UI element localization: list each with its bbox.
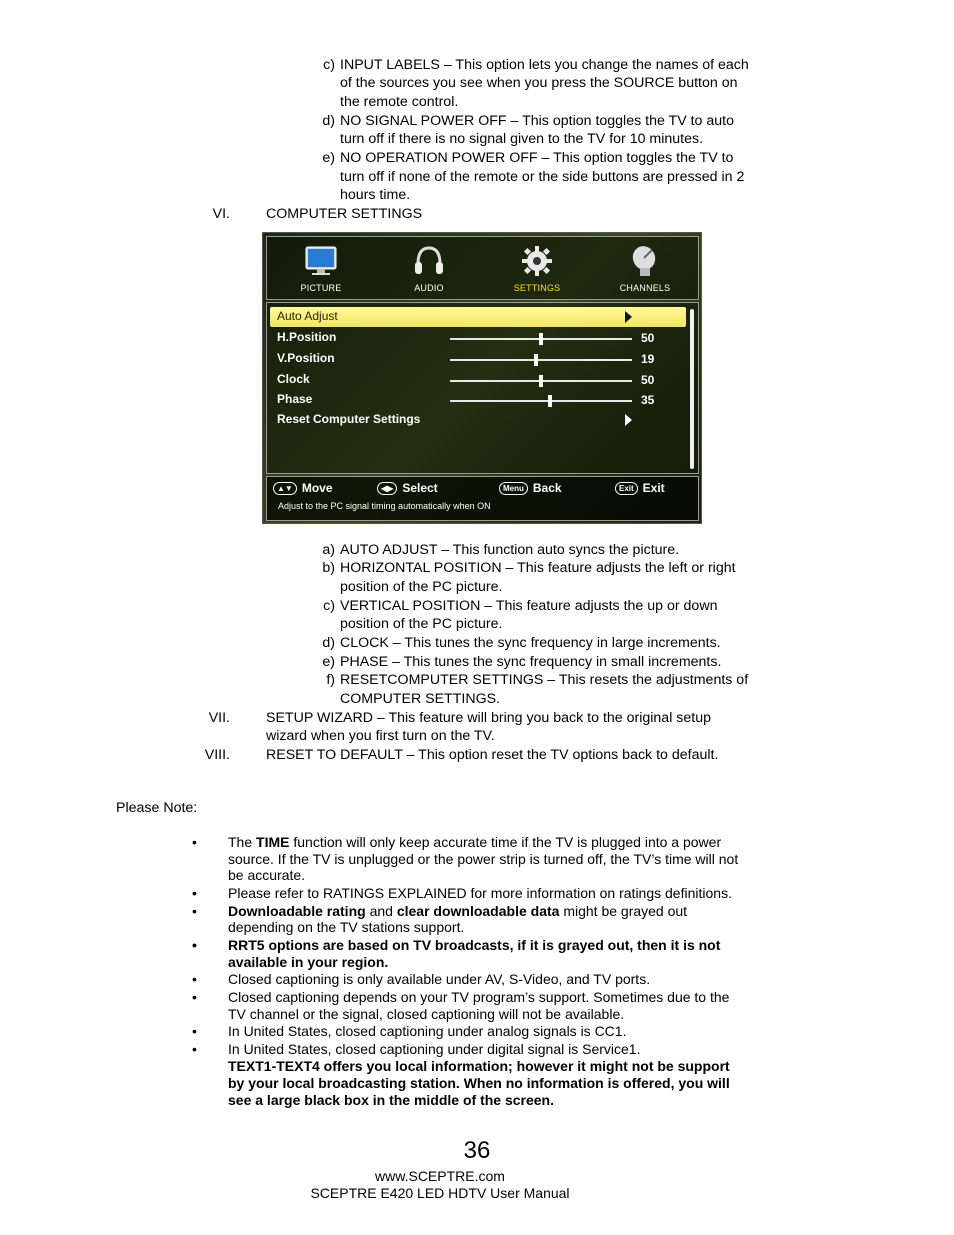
tab-picture[interactable]: [267, 237, 375, 299]
slider-track[interactable]: [450, 380, 632, 382]
item-text: AUTO ADJUST – This function auto syncs the picture.: [340, 542, 680, 558]
slider-knob[interactable]: [548, 395, 552, 407]
note-text: be accurate.: [228, 867, 306, 883]
note-text: In United States, closed captioning under analog signals is CC1.: [228, 1023, 627, 1039]
item-label: e): [322, 654, 335, 670]
menu-row-auto-adjust[interactable]: [270, 307, 686, 327]
bullet: •: [192, 1023, 197, 1039]
tv-menu-screenshot: [262, 232, 702, 524]
tab-settings[interactable]: [483, 237, 591, 299]
bullet: •: [192, 937, 197, 953]
slider-knob[interactable]: [534, 354, 538, 366]
satellite-dish-icon: [628, 244, 662, 278]
item-label: f): [326, 672, 335, 688]
item-text: NO OPERATION POWER OFF – This option toggles the TV to: [340, 150, 734, 166]
item-text: COMPUTER SETTINGS.: [340, 691, 501, 707]
menu-row-value: 35: [641, 393, 655, 407]
help-back: [499, 481, 562, 495]
note-heading: Please Note:: [116, 800, 198, 816]
tab-label: CHANNELS: [619, 283, 671, 293]
bullet: •: [192, 989, 197, 1005]
bullet: •: [192, 971, 197, 987]
menu-row-h-position[interactable]: [270, 328, 686, 348]
help-select: [377, 481, 438, 495]
item-label: b): [322, 560, 335, 576]
menu-row-v-position[interactable]: [270, 349, 686, 369]
note-text: Closed captioning depends on your TV program’s support. Sometimes due to the: [228, 989, 730, 1005]
menu-row-label: V.Position: [277, 351, 335, 365]
help-exit-label: Exit: [642, 481, 665, 495]
item-label: a): [322, 542, 335, 558]
item-text: CLOCK – This tunes the sync frequency in large increments.: [340, 635, 721, 651]
item-text: position of the PC picture.: [340, 616, 503, 632]
tab-audio[interactable]: [375, 237, 483, 299]
bullet: •: [192, 903, 197, 919]
item-text: VERTICAL POSITION – This feature adjusts the up or down: [340, 598, 718, 614]
item-text: turn off if none of the remote or the side buttons are pressed in 2: [340, 169, 745, 185]
menu-row-label: H.Position: [277, 330, 337, 344]
slider-track[interactable]: [450, 359, 632, 361]
slider-knob[interactable]: [539, 333, 543, 345]
slider-track[interactable]: [450, 400, 632, 402]
menu-row-value: 19: [641, 352, 655, 366]
tv-help-bar: [266, 476, 699, 521]
bullet: •: [192, 885, 197, 901]
tv-tab-bar: [266, 236, 699, 300]
item-text: position of the PC picture.: [340, 579, 503, 595]
menu-row-value: 50: [641, 331, 655, 345]
exit-key-icon: Exit: [615, 482, 638, 495]
left-right-arrows-icon: ◀▶: [377, 482, 397, 495]
tab-label: PICTURE: [300, 283, 342, 293]
menu-row-phase[interactable]: [270, 390, 686, 410]
item-text: the remote control.: [340, 94, 459, 110]
bullet: •: [192, 834, 197, 850]
section-number: VII.: [208, 710, 230, 726]
arrow-right-icon: [625, 414, 632, 426]
item-text: INPUT LABELS – This option lets you change the names of each: [340, 57, 749, 73]
gear-icon: [520, 244, 554, 278]
section-text: SETUP WIZARD – This feature will bring you back to the original setup: [266, 710, 712, 726]
menu-row-label: Auto Adjust: [277, 309, 338, 323]
section-number: VIII.: [204, 747, 230, 763]
tab-label: AUDIO: [414, 283, 444, 293]
item-text: of the sources you see when you press the SOURCE button on: [340, 75, 738, 91]
bullet: •: [192, 1041, 197, 1057]
item-label: d): [322, 113, 335, 129]
help-select-label: Select: [402, 481, 438, 495]
item-text: HORIZONTAL POSITION – This feature adjusts the left or right: [340, 560, 736, 576]
item-label: e): [322, 150, 335, 166]
note-text: In United States, closed captioning under digital signal is Service1.: [228, 1041, 641, 1057]
tv-settings-menu: [266, 302, 699, 474]
note-text: source. If the TV is unplugged or the power strip is turned off, the TV’s time will not: [228, 851, 739, 867]
item-label: d): [322, 635, 335, 651]
monitor-icon: [304, 244, 338, 278]
menu-scrollbar[interactable]: [690, 309, 694, 469]
help-exit: [615, 481, 665, 495]
item-label: c): [323, 598, 335, 614]
tab-channels[interactable]: [591, 237, 699, 299]
note-text: available in your region.: [228, 954, 389, 970]
menu-key-icon: Menu: [499, 482, 528, 495]
item-label: c): [323, 57, 335, 73]
menu-row-value: 50: [641, 373, 655, 387]
slider-knob[interactable]: [539, 375, 543, 387]
item-text: turn off if there is no signal given to the TV for 10 minutes.: [340, 131, 704, 147]
item-text: NO SIGNAL POWER OFF – This option toggles the TV to auto: [340, 113, 735, 129]
section-number: VI.: [212, 206, 230, 222]
arrow-right-icon: [625, 311, 632, 323]
help-move-label: Move: [301, 481, 333, 495]
note-text: by your local broadcasting station. When no information is offered, you will: [228, 1075, 730, 1091]
section-text: RESET TO DEFAULT – This option reset the TV options back to default.: [266, 747, 719, 763]
menu-row-label: Clock: [277, 372, 310, 386]
tab-label: SETTINGS: [513, 283, 561, 293]
page-number: 36: [463, 1137, 491, 1164]
slider-track[interactable]: [450, 338, 632, 340]
item-text: RESETCOMPUTER SETTINGS – This resets the adjustments of: [340, 672, 749, 688]
footer-website: www.SCEPTRE.com: [375, 1168, 505, 1184]
note-text: The TIME function will only keep accurate time if the TV is plugged into a power: [228, 834, 722, 850]
note-text: Closed captioning is only available under AV, S-Video, and TV ports.: [228, 971, 651, 987]
note-text: see a large black box in the middle of the screen.: [228, 1092, 554, 1108]
note-text: TV channel or the signal, closed captioning will not be available.: [228, 1006, 625, 1022]
up-down-arrows-icon: ▲▼: [273, 482, 297, 495]
note-text: depending on the TV stations support.: [228, 919, 465, 935]
help-description: Adjust to the PC signal timing automatically when ON: [278, 501, 491, 511]
note-text: Please refer to RATINGS EXPLAINED for more information on ratings definitions.: [228, 885, 732, 901]
item-text: hours time.: [340, 187, 411, 203]
note-text: Downloadable rating and clear downloadable data might be grayed out: [228, 903, 688, 919]
headphones-icon: [412, 244, 446, 278]
section-text: wizard when you first turn on the TV.: [266, 728, 495, 744]
note-text: RRT5 options are based on TV broadcasts, if it is grayed out, then it is not: [228, 937, 721, 953]
menu-row-clock[interactable]: [270, 370, 686, 390]
menu-row-label: Phase: [277, 392, 313, 406]
item-text: PHASE – This tunes the sync frequency in small increments.: [340, 654, 722, 670]
help-back-label: Back: [532, 481, 562, 495]
footer-manual-title: SCEPTRE E420 LED HDTV User Manual: [310, 1185, 570, 1201]
section-title: COMPUTER SETTINGS: [266, 206, 423, 222]
note-text: TEXT1-TEXT4 offers you local information; however it might not be support: [228, 1058, 730, 1074]
menu-row-reset-computer-settings[interactable]: [270, 410, 686, 430]
help-move: [273, 481, 333, 495]
menu-row-label: Reset Computer Settings: [277, 412, 421, 426]
